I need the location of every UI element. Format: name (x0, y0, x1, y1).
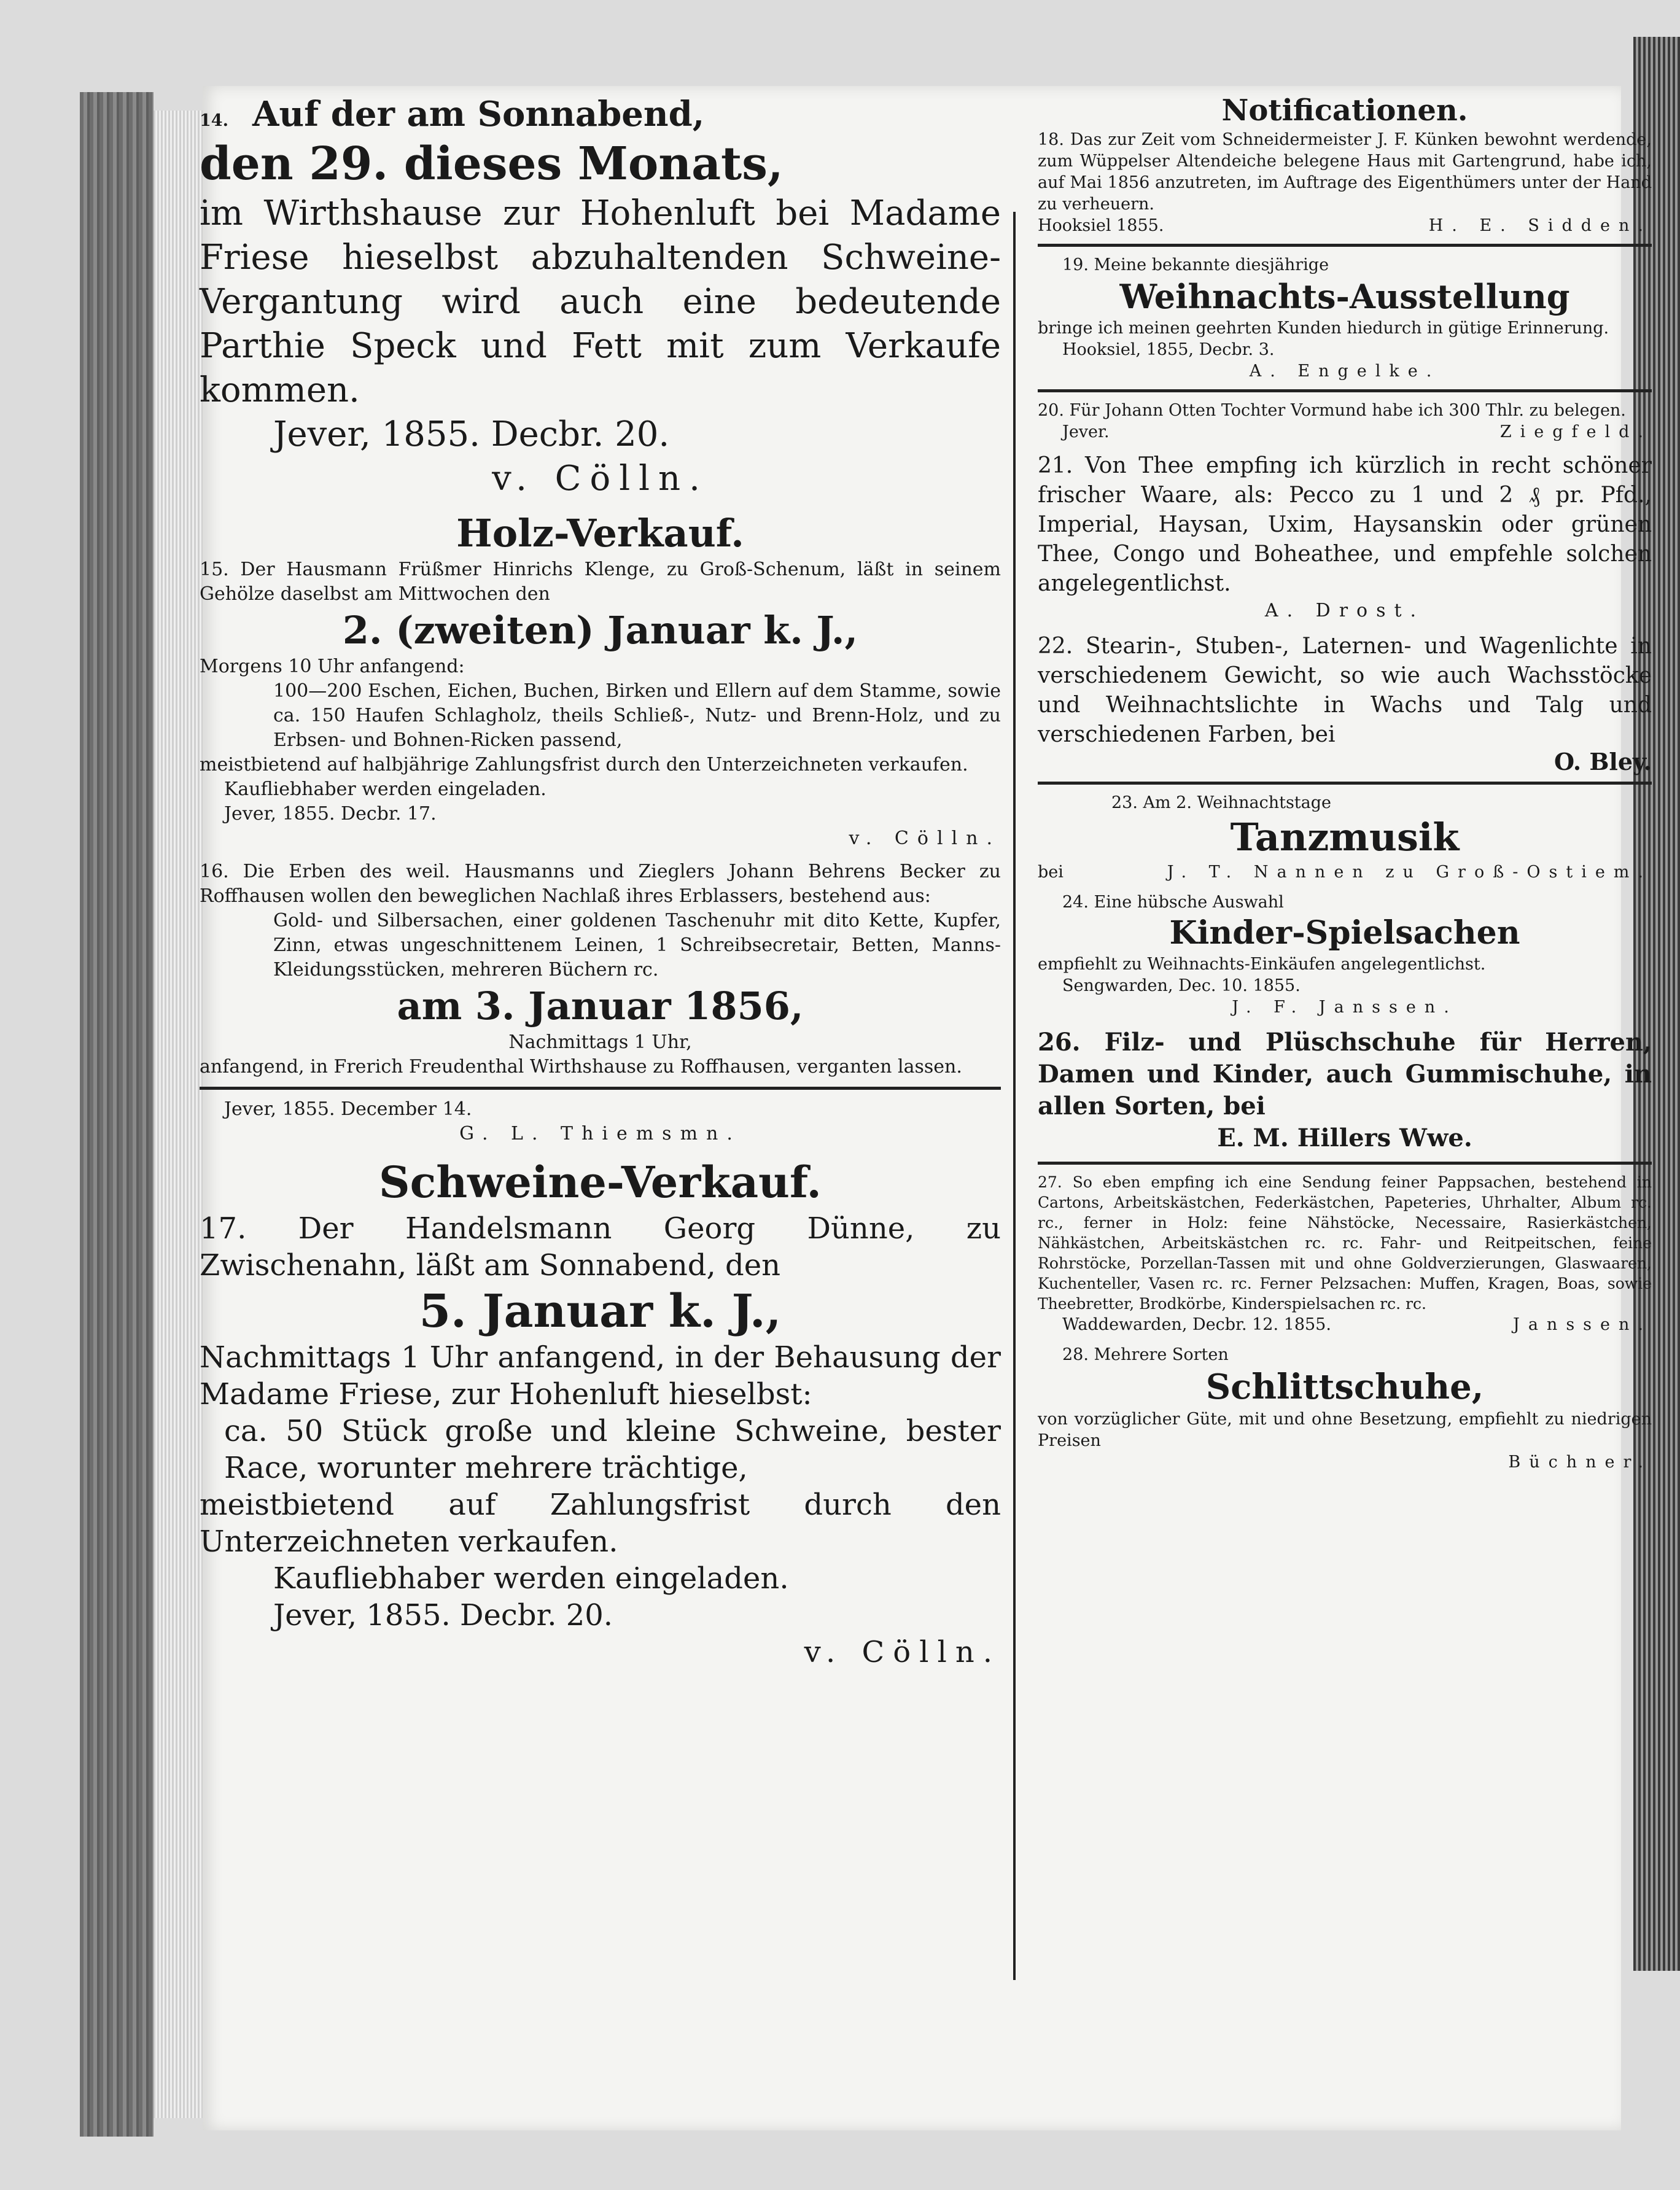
ad-signature: v. Cölln. (804, 1635, 1001, 1669)
ad-14 (200, 92, 1001, 501)
ad-intro: 19. Meine bekannte diesjährige (1062, 255, 1329, 274)
ad-date: Hooksiel, 1855, Decbr. 3. (1062, 340, 1275, 359)
ad-intro: 17. Der Handelsmann Georg Dünne, zu Zwischenahn, läßt am Sonnabend, den (200, 1211, 1001, 1283)
ad-body: 16. Die Erben des weil. Hausmanns und Zieglers Johann Behrens Becker zu Roffhausen wollen den beweglichen Nachlaß ihres Erblassers, bestehend aus: (200, 861, 1001, 907)
ad-21 (1038, 451, 1652, 623)
column-rule (1013, 212, 1016, 1980)
ad-date: Jever, 1855. Decbr. 20. (273, 1598, 613, 1633)
ad-heading: Weihnachts-Ausstellung (1119, 277, 1570, 316)
section-rule (1038, 244, 1652, 247)
ad-date-highlight: am 3. Januar 1856, (397, 984, 804, 1028)
ad-signature: v. Cölln. (492, 459, 709, 499)
ad-number: 14. (200, 111, 228, 130)
ad-line: bei (1038, 863, 1064, 882)
ad-heading: Holz-Verkauf. (456, 511, 744, 556)
ad-heading: Schlittschuhe, (1205, 1367, 1484, 1407)
ad-intro: 23. Am 2. Weihnachtstage (1111, 793, 1332, 812)
ad-terms: meistbietend auf Zahlungsfrist durch den Unterzeichneten verkaufen. (200, 1488, 1001, 1559)
ad-body: 26. Filz- und Plüschschuhe für Herren, Damen und Kinder, auch Gummischuhe, in allen Sorten, bei (1038, 1028, 1652, 1120)
ad-signature: A. Drost. (1264, 600, 1425, 621)
ad-body: im Wirthshause zur Hohenluft bei Madame Friese hieselbst abzuhaltenden Schweine-Vergantung wird auch eine bedeutende Parthie Speck und Fett mit zum Verkaufe kommen. (200, 193, 1001, 410)
ad-body: 21. Von Thee empfing ich kürzlich in recht schöner frischer Waare, als: Pecco zu 1 und 2 ₰ pr. Pfd., Imperial, Haysan, Uxim, Haysanskin oder grünen Thee, Congo und Boheathee, und empfehle solchen angelegentlichst. (1038, 453, 1652, 596)
section-heading: Notificationen. (1221, 93, 1468, 128)
ad-place: Hooksiel 1855. (1038, 216, 1164, 235)
ad-28 (1038, 1344, 1652, 1473)
ad-place: anfangend, in Frerich Freudenthal Wirthshause zu Roffhausen, verganten lassen. (200, 1056, 962, 1078)
ad-17 (200, 1155, 1001, 1671)
ad-terms: meistbietend auf halbjährige Zahlungsfrist durch den Unterzeichneten verkaufen. (200, 754, 968, 775)
ad-23 (1038, 792, 1652, 883)
ad-signature: O. Bley. (1554, 748, 1652, 775)
ad-time: Nachmittags 1 Uhr, (508, 1031, 692, 1053)
ad-place: Jever. (1062, 422, 1110, 441)
ad-date: Jever, 1855. December 14. (224, 1098, 472, 1120)
ad-16 (200, 860, 1001, 1146)
ad-signature: A. Engelke. (1249, 362, 1441, 381)
ad-date: Sengwarden, Dec. 10. 1855. (1062, 976, 1301, 995)
right-column (1038, 92, 1652, 1473)
ad-19 (1038, 254, 1652, 382)
ad-items: ca. 50 Stück große und kleine Schweine, bester Race, worunter mehrere trächtige, (224, 1414, 1001, 1485)
ad-body: 18. Das zur Zeit vom Schneidermeister J. F. Künken bewohnt werdende, zum Wüppelser Altendeiche belegene Haus mit Gartengrund, habe ich, auf Mai 1856 anzutreten, im Auftrage des Eigenthümers unter der Hand zu verheuern. (1038, 130, 1652, 214)
ad-24 (1038, 891, 1652, 1018)
ad-signature: G. L. Thiemsmn. (459, 1123, 741, 1144)
book-spine (80, 92, 154, 2137)
ad-intro: 24. Eine hübsche Auswahl (1062, 893, 1284, 912)
ad-heading: Tanzmusik (1230, 815, 1460, 860)
ad-body: 27. So eben empfing ich eine Sendung feiner Pappsachen, bestehend in Cartons, Arbeitskästchen, Federkästchen, Papeteries, Uhrhalter, Album rc. rc., ferner in Holz: feine Nähstöcke, Necessaire, Rasierkästchen, Nähkästchen, Arbeitskästchen rc. rc. Fahr- und Reitpeitschen, feine Rohrstöcke, Porzellan-Tassen mit und ohne Goldverzierungen, Glaswaaren, Kuchenteller, Vasen rc. rc. Ferner Pelzsachen: Muffen, Kragen, Boas, sowie Theebretter, Brodkörbe, Kinderspielsachen rc. rc. (1038, 1173, 1652, 1313)
ad-heading: Kinder-Spielsachen (1169, 914, 1520, 952)
left-column (200, 92, 1001, 1671)
ad-26 (1038, 1027, 1652, 1154)
ad-20 (1038, 400, 1652, 443)
section-rule (1038, 782, 1652, 785)
ad-signature: Ziegfeld. (1499, 422, 1652, 441)
ad-signature: E. M. Hillers Wwe. (1217, 1124, 1472, 1152)
ad-date-highlight: 5. Januar k. J., (419, 1285, 782, 1338)
ad-start-time: Morgens 10 Uhr anfangend: (200, 656, 465, 677)
ad-heading: Schweine-Verkauf. (379, 1157, 822, 1208)
ad-body: 22. Stearin-, Stuben-, Laternen- und Wagenlichte in verschiedenem Gewicht, so wie auch Wachsstöcke und Weihnachtslichte in Wachs und Talg und verschiedenen Farben, bei (1038, 634, 1652, 747)
ad-intro: 28. Mehrere Sorten (1062, 1345, 1229, 1364)
ad-body: von vorzüglicher Güte, mit und ohne Besetzung, empfiehlt zu niedrigen Preisen (1038, 1410, 1652, 1450)
section-rule (1038, 389, 1652, 392)
ad-signature: H. E. Sidden. (1428, 216, 1652, 235)
ad-date: Jever, 1855. Decbr. 20. (273, 414, 670, 454)
ad-body: Nachmittags 1 Uhr anfangend, in der Behausung der Madame Friese, zur Hohenluft hieselbst: (200, 1340, 1001, 1411)
ad-body: empfiehlt zu Weihnachts-Einkäufen angelegentlichst. (1038, 955, 1486, 974)
ad-signature: Janssen. (1513, 1315, 1652, 1334)
ad-signature: J. T. Nannen zu Groß-Ostiem. (1167, 863, 1652, 882)
ad-invite: Kaufliebhaber werden eingeladen. (273, 1561, 789, 1596)
ad-date: Waddewarden, Decbr. 12. 1855. (1062, 1315, 1331, 1334)
ad-22 (1038, 632, 1652, 774)
ad-date-highlight: 2. (zweiten) Januar k. J., (342, 608, 858, 653)
ad-body: bringe ich meinen geehrten Kunden hiedurch in gütige Erinnerung. (1038, 319, 1609, 338)
ad-items: Gold- und Silbersachen, einer goldenen Taschenuhr mit dito Kette, Kupfer, Zinn, etwas ungeschnittenem Leinen, 1 Schreibsecretair, Betten, Manns-Kleidungsstücken, mehreren Büchern rc. (273, 910, 1001, 980)
section-rule (1038, 1162, 1652, 1165)
ad-body: 15. Der Hausmann Früßmer Hinrichs Klenge, zu Groß-Schenum, läßt in seinem Gehölze daselbst am Mittwochen den (200, 559, 1001, 605)
ad-body: 20. Für Johann Otten Tochter Vormund habe ich 300 Thlr. zu belegen. (1038, 401, 1626, 420)
ad-27 (1038, 1172, 1652, 1335)
ad-signature: v. Cölln. (849, 828, 1001, 849)
ad-18 (1038, 129, 1652, 236)
ad-15 (200, 510, 1001, 851)
ad-heading-line1: Auf der am Sonnabend, (252, 94, 705, 134)
ad-items: 100—200 Eschen, Eichen, Buchen, Birken und Ellern auf dem Stamme, sowie ca. 150 Haufen Schlagholz, theils Schließ-, Nutz- und Brenn-Holz, und zu Erbsen- und Bohnen-Ricken passend, (273, 680, 1001, 751)
ad-date: Jever, 1855. Decbr. 17. (224, 803, 437, 825)
ad-signature: J. F. Janssen. (1232, 998, 1458, 1017)
ad-invite: Kaufliebhaber werden eingeladen. (224, 779, 546, 800)
ad-heading-line2: den 29. dieses Monats, (200, 138, 784, 190)
ad-signature: Büchner. (1508, 1453, 1652, 1472)
section-rule (200, 1087, 1001, 1090)
